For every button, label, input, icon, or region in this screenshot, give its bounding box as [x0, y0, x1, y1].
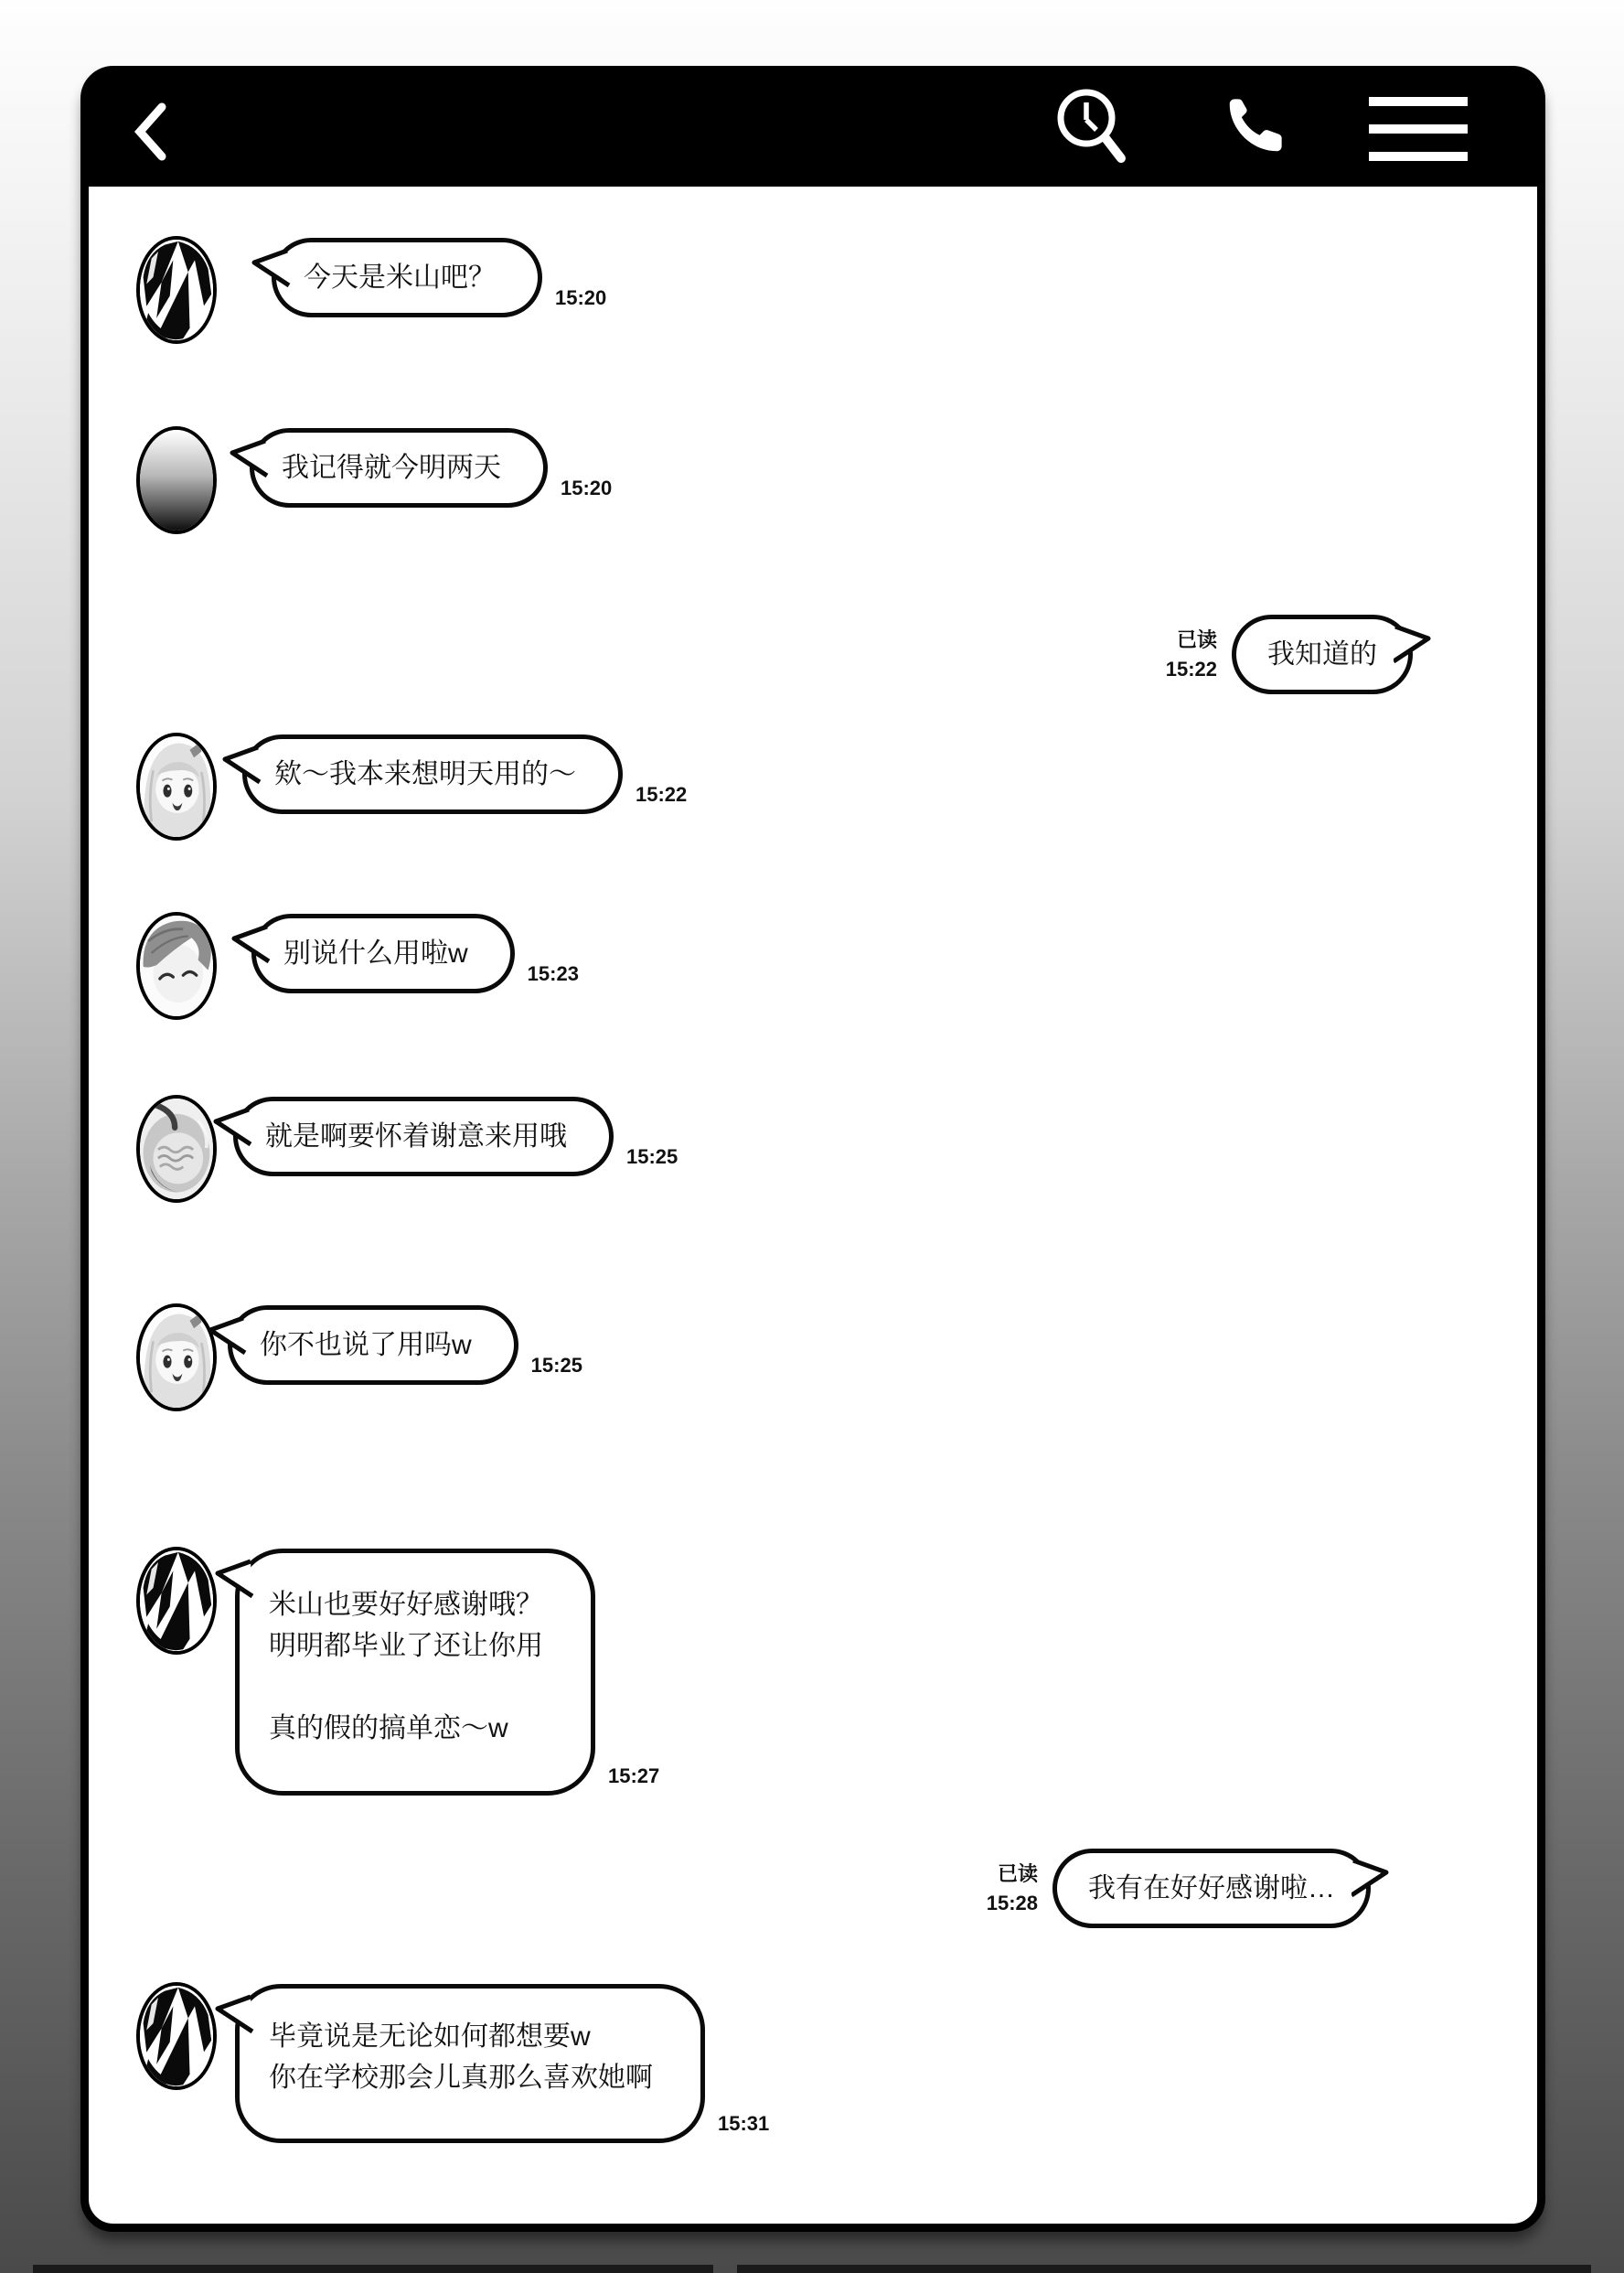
message-text: [1088, 1868, 1335, 1909]
bubble-tail: [219, 744, 262, 786]
message-bubble: [235, 1984, 705, 2143]
bubble-tail: [1394, 623, 1434, 665]
message-text: [1267, 634, 1377, 675]
call-button[interactable]: [1210, 83, 1298, 171]
message-line: 欸～我本来想明天用的～: [274, 759, 576, 789]
search-clock-icon: [1055, 85, 1130, 169]
message-bubble: [1052, 1849, 1371, 1928]
bubble-tail: [249, 247, 291, 289]
message-row: [89, 236, 1537, 344]
chat-window: [80, 66, 1545, 2232]
message-text: [304, 257, 496, 298]
message-line: 毕竟说是无论如何都想要w: [269, 2021, 591, 2052]
bubble-wrap: [251, 914, 579, 993]
message-row: [89, 1547, 1537, 1796]
menu-button[interactable]: [1362, 85, 1475, 173]
timestamp: 15:25: [626, 1145, 678, 1168]
message-text: [265, 1116, 567, 1157]
message-line: 就是啊要怀着谢意来用哦: [265, 1121, 567, 1152]
message-bubble: [233, 1097, 614, 1176]
timestamp: 15:28: [986, 1891, 1038, 1914]
message-line: [269, 1667, 543, 1708]
avatar-image: [140, 1550, 213, 1651]
timestamp: 15:22: [1165, 657, 1217, 681]
timestamp: 15:22: [636, 783, 688, 806]
chat-header: [89, 74, 1537, 187]
message-bubble: [251, 914, 515, 993]
avatar-image: [140, 916, 213, 1016]
message-row: [89, 1095, 1537, 1203]
read-status: [1166, 626, 1217, 684]
message-row: [89, 426, 1537, 534]
bubble-tail: [212, 1558, 254, 1600]
bubble-wrap: [272, 238, 606, 317]
read-label: 已读: [1176, 627, 1217, 651]
message-line: 我知道的: [1267, 639, 1377, 670]
back-button[interactable]: [125, 98, 176, 166]
message-row: [89, 1303, 1537, 1411]
message-line: 真的假的搞单恋～w: [269, 1713, 508, 1743]
message-bubble: [250, 428, 548, 508]
message-text: [269, 1584, 543, 1749]
message-bubble: [272, 238, 542, 317]
avatar-image: [140, 430, 213, 531]
chevron-left-icon: [133, 102, 169, 161]
next-panel-peek: [737, 2265, 1591, 2273]
message-bubble: [228, 1305, 518, 1385]
avatar[interactable]: [136, 1982, 217, 2090]
read-label: 已读: [997, 1861, 1038, 1885]
message-row: [89, 733, 1537, 841]
avatar-image: [140, 736, 213, 837]
next-panel-peek: [33, 2265, 713, 2273]
avatar-image: [140, 1307, 213, 1408]
bubble-tail: [212, 1993, 254, 2035]
avatar[interactable]: [136, 1095, 217, 1203]
message-line: 米山也要好好感谢哦？: [269, 1590, 543, 1620]
avatar-image: [140, 240, 213, 340]
message-row: [89, 1849, 1537, 1928]
timestamp: 15:20: [555, 286, 607, 309]
bubble-tail: [227, 437, 269, 479]
message-row: [89, 1982, 1537, 2143]
timestamp: 15:20: [561, 477, 613, 499]
message-text: [274, 754, 576, 795]
bubble-wrap: [235, 1549, 659, 1796]
message-line: 我记得就今明两天: [282, 453, 501, 483]
message-bubble: [1232, 615, 1413, 694]
message-line: 我有在好好感谢啦…: [1088, 1873, 1335, 1903]
message-row: [89, 615, 1537, 694]
timestamp: 15:31: [718, 2112, 770, 2135]
avatar-image: [140, 1986, 213, 2086]
search-history-button[interactable]: [1049, 80, 1137, 175]
message-bubble: [242, 734, 623, 814]
message-line: 你不也说了用吗w: [260, 1330, 472, 1360]
read-status: [987, 1860, 1038, 1918]
bubble-wrap: [242, 734, 687, 814]
message-text: [260, 1324, 472, 1366]
message-bubble: [235, 1549, 595, 1796]
message-text: [283, 933, 468, 974]
timestamp: 15:25: [530, 1354, 582, 1377]
bubble-tail: [1352, 1857, 1392, 1899]
avatar[interactable]: [136, 1547, 217, 1655]
bubble-tail: [210, 1106, 252, 1148]
message-list[interactable]: [89, 187, 1537, 2224]
message-line: 今天是米山吧？: [304, 263, 496, 293]
message-line: 你在学校那会儿真那么喜欢她啊: [269, 2063, 653, 2093]
timestamp: 15:27: [608, 1764, 660, 1787]
avatar-image: [140, 1099, 213, 1199]
message-row: [89, 912, 1537, 1020]
timestamp: 15:23: [527, 962, 579, 985]
bubble-wrap: [250, 428, 612, 508]
avatar[interactable]: [136, 733, 217, 841]
phone-icon: [1222, 95, 1286, 159]
bubble-tail: [229, 923, 271, 965]
message-text: [269, 2016, 653, 2098]
hamburger-menu-icon: [1369, 95, 1468, 163]
bubble-wrap: [233, 1097, 678, 1176]
message-line: 明明都毕业了还让你用: [269, 1631, 543, 1661]
bubble-wrap: [235, 1984, 769, 2143]
bubble-wrap: [228, 1305, 582, 1385]
bubble-tail: [205, 1314, 247, 1356]
avatar[interactable]: [136, 912, 217, 1020]
avatar[interactable]: [136, 236, 217, 344]
avatar[interactable]: [136, 426, 217, 534]
message-text: [282, 447, 501, 488]
message-line: 别说什么用啦w: [283, 938, 468, 969]
